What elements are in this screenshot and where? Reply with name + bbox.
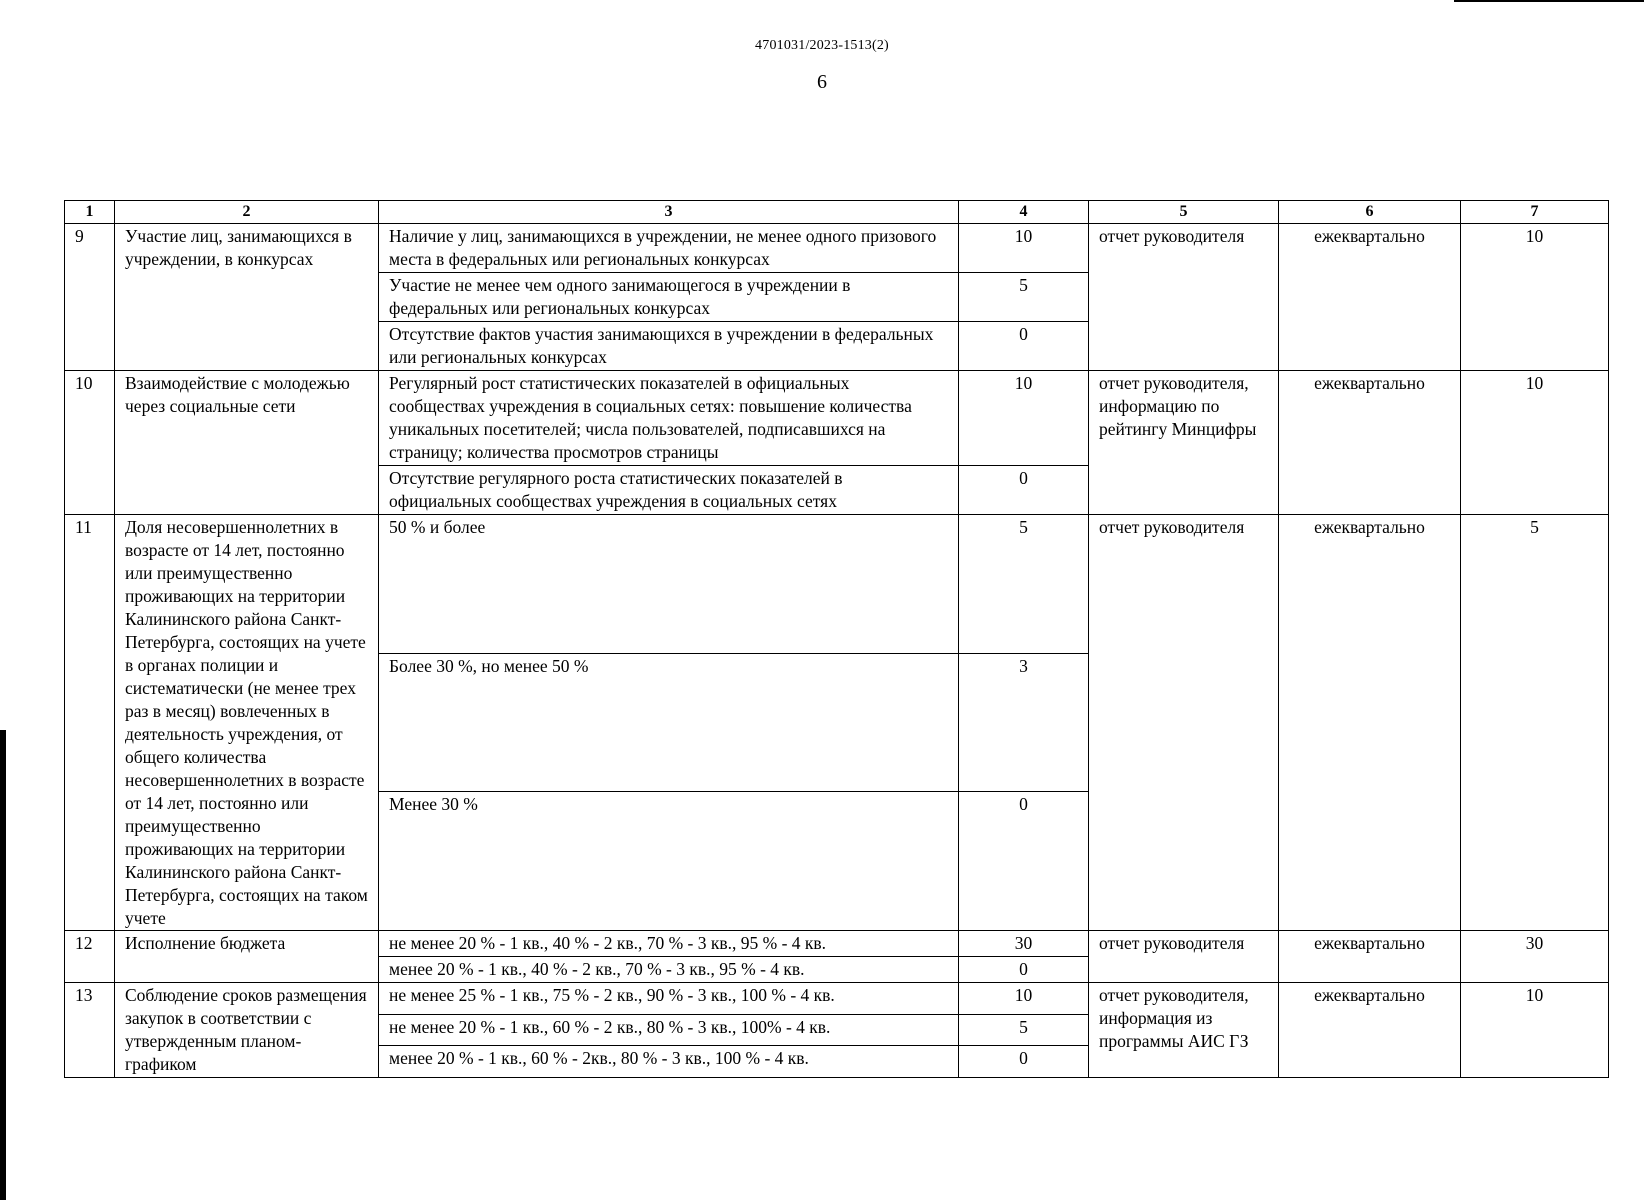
- criterion-score: 5: [959, 1014, 1089, 1046]
- data-source: отчет руководителя: [1089, 224, 1279, 371]
- max-score: 10: [1461, 224, 1609, 371]
- column-header: 4: [959, 201, 1089, 224]
- table-row: [65, 371, 1609, 466]
- criterion-text: Менее 30 %: [379, 792, 959, 931]
- column-header: 5: [1089, 201, 1279, 224]
- criterion-text: менее 20 % - 1 кв., 60 % - 2кв., 80 % - 3 кв., 100 % - 4 кв.: [379, 1046, 959, 1078]
- table-row: [65, 983, 1609, 1015]
- criterion-text: Более 30 %, но менее 50 %: [379, 653, 959, 792]
- column-header: 6: [1279, 201, 1461, 224]
- criterion-text: не менее 20 % - 1 кв., 60 % - 2 кв., 80 % - 3 кв., 100% - 4 кв.: [379, 1014, 959, 1046]
- indicator-name: Доля несовершеннолетних в возрасте от 14 лет, постоянно или преимущественно проживающих на территории Калининского района Санкт-Петербурга, состоящих на учете в органах полиции и систематически (не менее трех раз в месяц) вовлеченных в деятельность учреждения, от общего количества несовершеннолетних в возрасте от 14 лет, постоянно или преимущественно проживающих на территории Калининского района Санкт-Петербурга, состоящих на таком учете: [115, 515, 379, 931]
- indicator-name: Соблюдение сроков размещения закупок в соответствии с утвержденным планом-графиком: [115, 983, 379, 1078]
- indicator-name: Взаимодействие с молодежью через социальные сети: [115, 371, 379, 515]
- criterion-text: не менее 20 % - 1 кв., 40 % - 2 кв., 70 % - 3 кв., 95 % - 4 кв.: [379, 931, 959, 957]
- indicator-name: Исполнение бюджета: [115, 931, 379, 983]
- table-row: [65, 931, 1609, 957]
- row-number: 9: [65, 224, 115, 371]
- criterion-score: 0: [959, 957, 1089, 983]
- criterion-score: 3: [959, 653, 1089, 792]
- periodicity: ежеквартально: [1279, 371, 1461, 515]
- max-score: 10: [1461, 371, 1609, 515]
- criterion-text: Регулярный рост статистических показателей в официальных сообществах учреждения в социальных сетях: повышение количества уникальных посетителей; числа пользователей, подписавшихся на страницу; количества просмотров страницы: [379, 371, 959, 466]
- criterion-score: 0: [959, 322, 1089, 371]
- table-row: [65, 224, 1609, 273]
- document-number: 4701031/2023-1513(2): [755, 38, 889, 53]
- data-source: отчет руководителя: [1089, 515, 1279, 931]
- indicator-name: Участие лиц, занимающихся в учреждении, в конкурсах: [115, 224, 379, 371]
- row-number: 10: [65, 371, 115, 515]
- page-number: 6: [817, 71, 827, 93]
- table-row: [65, 515, 1609, 654]
- criterion-text: 50 % и более: [379, 515, 959, 654]
- column-header: 3: [379, 201, 959, 224]
- criterion-score: 30: [959, 931, 1089, 957]
- column-header: 7: [1461, 201, 1609, 224]
- row-number: 12: [65, 931, 115, 983]
- periodicity: ежеквартально: [1279, 931, 1461, 983]
- periodicity: ежеквартально: [1279, 983, 1461, 1078]
- periodicity: ежеквартально: [1279, 515, 1461, 931]
- row-number: 11: [65, 515, 115, 931]
- table-header-row: [65, 201, 1609, 224]
- column-header: 1: [65, 201, 115, 224]
- criterion-score: 5: [959, 273, 1089, 322]
- max-score: 10: [1461, 983, 1609, 1078]
- row-number: 13: [65, 983, 115, 1078]
- criterion-text: Участие не менее чем одного занимающегося в учреждении в федеральных или региональных конкурсах: [379, 273, 959, 322]
- criterion-score: 0: [959, 466, 1089, 515]
- scan-edge-top: [1454, 0, 1644, 2]
- criterion-text: не менее 25 % - 1 кв., 75 % - 2 кв., 90 % - 3 кв., 100 % - 4 кв.: [379, 983, 959, 1015]
- scan-edge-left: [0, 730, 6, 1200]
- max-score: 30: [1461, 931, 1609, 983]
- criterion-score: 0: [959, 792, 1089, 931]
- criterion-score: 5: [959, 515, 1089, 654]
- criterion-text: Отсутствие фактов участия занимающихся в учреждении в федеральных или региональных конкурсах: [379, 322, 959, 371]
- criteria-table: [64, 200, 1609, 1078]
- criterion-text: Отсутствие регулярного роста статистических показателей в официальных сообществах учреждения в социальных сетях: [379, 466, 959, 515]
- data-source: отчет руководителя, информация из программы АИС ГЗ: [1089, 983, 1279, 1078]
- criterion-text: менее 20 % - 1 кв., 40 % - 2 кв., 70 % - 3 кв., 95 % - 4 кв.: [379, 957, 959, 983]
- criterion-text: Наличие у лиц, занимающихся в учреждении, не менее одного призового места в федеральных или региональных конкурсах: [379, 224, 959, 273]
- criterion-score: 10: [959, 983, 1089, 1015]
- criterion-score: 0: [959, 1046, 1089, 1078]
- data-source: отчет руководителя, информацию по рейтингу Минцифры: [1089, 371, 1279, 515]
- periodicity: ежеквартально: [1279, 224, 1461, 371]
- data-source: отчет руководителя: [1089, 931, 1279, 983]
- criterion-score: 10: [959, 371, 1089, 466]
- column-header: 2: [115, 201, 379, 224]
- criterion-score: 10: [959, 224, 1089, 273]
- max-score: 5: [1461, 515, 1609, 931]
